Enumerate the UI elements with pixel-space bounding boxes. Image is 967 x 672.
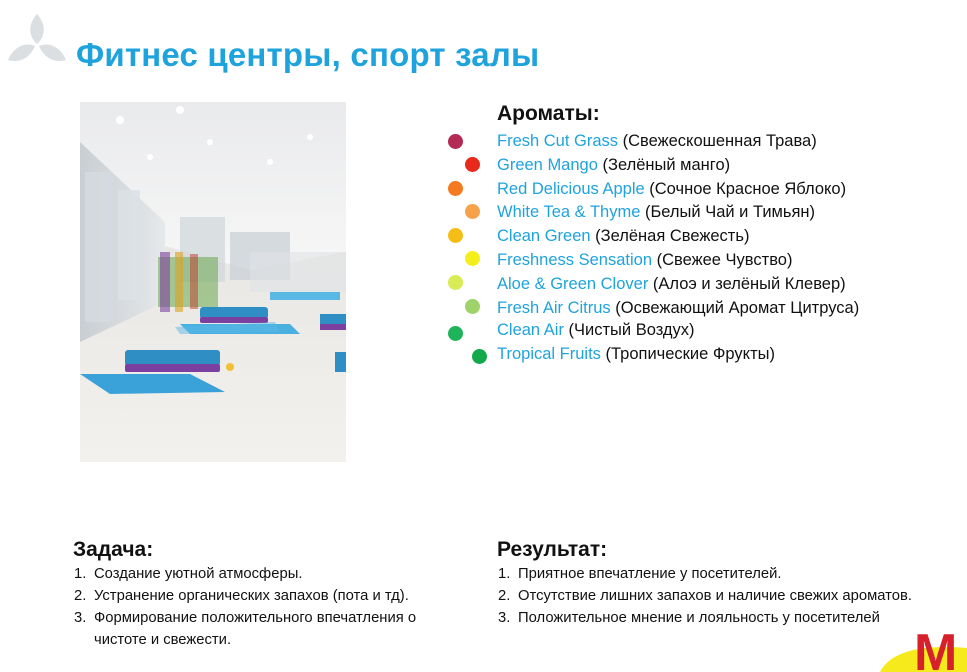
aroma-dot-9 bbox=[448, 326, 463, 341]
list-item: 2. Устранение органических запахов (пота и тд). bbox=[74, 588, 409, 604]
aroma-item: Fresh Cut Grass (Свежескошенная Трава) bbox=[497, 132, 817, 150]
corner-brand-logo bbox=[880, 618, 967, 672]
page-title: Фитнес центры, спорт залы bbox=[76, 36, 540, 73]
aroma-dot-5 bbox=[448, 228, 463, 243]
aroma-item: Clean Air (Чистый Воздух) bbox=[497, 321, 695, 339]
aroma-dot-1 bbox=[448, 134, 463, 149]
list-item: 3. Формирование положительного впечатления о чистоте и свежести. bbox=[74, 610, 417, 648]
result-list bbox=[498, 563, 928, 629]
aroma-item: Tropical Fruits (Тропические Фрукты) bbox=[497, 345, 775, 363]
aroma-item: Aloe & Green Clover (Алоэ и зелёный Клевер) bbox=[497, 275, 846, 293]
aroma-item: White Tea & Thyme (Белый Чай и Тимьян) bbox=[497, 203, 816, 221]
aroma-dot-8 bbox=[465, 299, 480, 314]
trefoil-logo-icon bbox=[4, 10, 70, 70]
list-item: 3. Положительное мнение и лояльность у посетителей bbox=[498, 610, 880, 626]
task-list bbox=[74, 563, 469, 651]
aroma-item: Red Delicious Apple (Сочное Красное Яблоко) bbox=[497, 180, 847, 198]
aroma-item: Clean Green (Зелёная Свежесть) bbox=[497, 227, 750, 245]
aroma-dot-10 bbox=[472, 349, 487, 364]
list-item: 2. Отсутствие лишних запахов и наличие свежих ароматов. bbox=[498, 588, 912, 604]
result-heading: Результат: bbox=[497, 538, 608, 561]
aroma-dot-4 bbox=[465, 204, 480, 219]
corner-brand-letter: M bbox=[914, 624, 958, 672]
aroma-dot-3 bbox=[448, 181, 463, 196]
aroma-item: Freshness Sensation (Свежее Чувство) bbox=[497, 251, 793, 269]
aroma-item: Fresh Air Citrus (Освежающий Аромат Цитруса) bbox=[497, 299, 860, 317]
list-item: 1. Приятное впечатление у посетителей. bbox=[498, 566, 782, 582]
list-item: 1. Создание уютной атмосферы. bbox=[74, 566, 303, 582]
aroma-dot-7 bbox=[448, 275, 463, 290]
aroma-item: Green Mango (Зелёный манго) bbox=[497, 156, 731, 174]
aromas-heading: Ароматы: bbox=[497, 102, 600, 125]
aroma-dot-2 bbox=[465, 157, 480, 172]
fitness-hall-photo bbox=[80, 102, 346, 462]
aroma-dot-6 bbox=[465, 251, 480, 266]
task-heading: Задача: bbox=[73, 538, 154, 561]
